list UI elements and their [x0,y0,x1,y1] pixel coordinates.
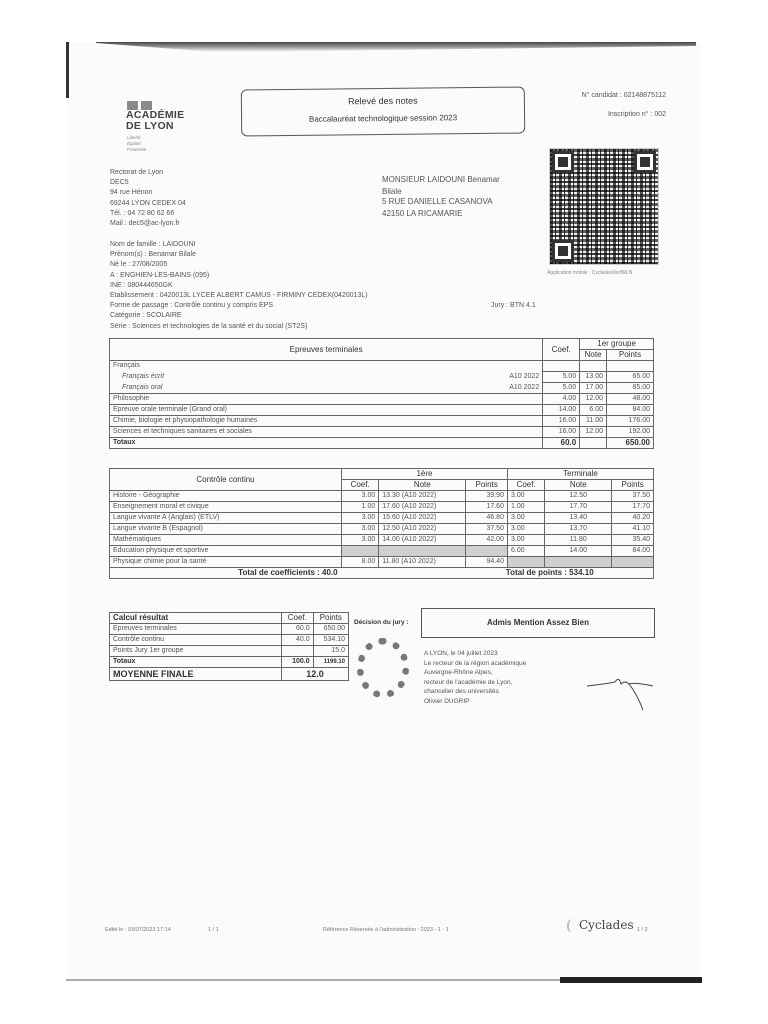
premiere-note: 15.60 (A10 2022) [379,513,466,524]
edited-date: Edité le : 03/07/2023 17:14 [105,927,171,933]
sender-line: Rectorat de Lyon [110,169,164,176]
terminale-points [612,557,654,568]
col-header-points: Points [612,480,654,491]
controle-continu-table [109,468,654,579]
calcul-coef: 40.0 [282,635,314,646]
premiere-points: 37.50 [466,524,508,535]
candidate-line: INE : 080444650GK [110,281,173,289]
decision-value: Admis Mention Assez Bien [421,608,655,638]
session-cell: A10 2022 [375,383,543,394]
candidate-info [110,240,368,332]
inscription-number: Inscription n° : 002 [607,111,666,118]
subject-cell: Mathématiques [110,535,342,546]
terminale-note: 13.40 [545,513,612,524]
totals-points: 650.00 [607,438,654,449]
sender-line: Mail : dec5@ac-lyon.fr [110,220,180,228]
academie-logo-title [126,110,184,132]
terminale-note: 17.70 [545,502,612,513]
terminale-coef: 6.00 [507,546,544,557]
col-header-note: Note [379,480,466,491]
col-header-coef: Coef. [543,339,580,361]
premiere-points: 39.90 [466,491,508,502]
col-header-group: 1er groupe [580,339,654,350]
calcul-totals-points: 1199.10 [313,657,348,668]
premiere-coef: 8.00 [342,557,379,568]
table-row [110,416,654,427]
col-header-epreuves: Epreuves terminales [110,339,543,361]
terminale-points: 35.40 [612,535,654,546]
coef-cell: 4.00 [543,394,580,405]
premiere-coef [342,546,379,557]
signature-line: chancelier des universités [424,688,499,695]
note-cell: 11.00 [580,416,607,427]
table-row [110,405,654,416]
note-cell: 6.00 [580,405,607,416]
points-cell: 48.00 [607,394,654,405]
coef-cell: 5.00 [543,372,580,383]
note-cell: 12.00 [580,394,607,405]
points-cell: 84.00 [607,405,654,416]
table-row [110,361,654,372]
subject-cell: Enseignement moral et civique [110,502,342,513]
subject-cell: Langue vivante A (Anglais) (ETLV) [110,513,342,524]
terminale-coef: 3.00 [507,491,544,502]
table-row [110,635,349,646]
premiere-note [379,546,466,557]
recipient-line: 42150 LA RICAMARIE [382,209,463,218]
calcul-coef: 60.0 [282,624,314,635]
table-row [110,383,654,394]
note-cell: 17.00 [580,383,607,394]
candidate-line: Prénom(s) : Benamar Bilale [110,251,196,259]
final-row [110,668,349,681]
col-header-note: Note [580,350,607,361]
col-header-coef: Coef. [342,480,379,491]
calcul-totals-label: Totaux [110,657,282,668]
table-row [110,624,349,635]
logo-line: ACADÉMIE [126,109,185,121]
signature-icon [585,672,655,712]
coef-cell [543,361,580,372]
coef-cell: 16.00 [543,416,580,427]
col-header-terminale: Terminale [507,469,653,480]
empty-cell [580,438,607,449]
candidate-line: Catégorie : SCOLAIRE [110,312,182,320]
subject-cell: Philosophie [110,394,543,405]
document-title: Relevé des notes [348,95,418,107]
totals-coef: 60.0 [543,438,580,449]
page-indicator-left: 1 / 1 [208,927,219,933]
logo-line: DE LYON [126,120,174,132]
signature-line: recteur de l'académie de Lyon, [424,678,513,686]
paper-edge [66,42,69,98]
candidate-line: Forme de passage : Contrôle continu y compris EPS [110,302,274,310]
candidate-line: Série : Sciences et technologies de la santé et du social (ST2S) [110,322,308,330]
motto-line: Fraternité [127,147,147,152]
qr-code-icon [549,148,659,265]
candidate-number: N° candidat : 02148875112 [581,92,666,99]
terminale-points: 17.70 [612,502,654,513]
table-row [110,513,654,524]
subject-cell: Sciences et techniques sanitaires et sociales [110,427,543,438]
calcul-coef [282,646,314,657]
signature-line: Auvergne-Rhône Alpes, [424,669,493,676]
decision-label: Décision du jury : [354,619,409,626]
terminale-coef: 3.00 [507,535,544,546]
premiere-points: 17.60 [466,502,508,513]
jury-code: Jury : BTN 4.1 [491,302,536,309]
signature-line: Olivier DUGRIP [424,697,470,705]
calcul-points: 650.00 [313,624,348,635]
table-row [110,502,654,513]
logo-motto [127,135,146,153]
premiere-coef: 1.00 [342,502,379,513]
motto-line: Liberté [127,135,141,140]
terminale-note: 14.00 [545,546,612,557]
subject-cell: Education physique et sportive [110,546,342,557]
page-indicator-right: 1 / 2 [637,927,648,933]
terminale-points: 40.20 [612,513,654,524]
terminale-coef: 3.00 [507,524,544,535]
premiere-coef: 3.00 [342,524,379,535]
table-row [110,491,654,502]
coef-cell: 5.00 [543,383,580,394]
terminale-points: 41.10 [612,524,654,535]
recipient-line: Bilale [382,186,402,196]
signature-line: A LYON, le 04 juillet 2023 [424,650,498,657]
col-header-points: Points [607,350,654,361]
total-coefficients: Total de coefficients : 40.0 [110,568,466,579]
session-cell: A10 2022 [375,372,543,383]
table-row [110,557,654,568]
subject-cell: Histoire - Géographie [110,491,342,502]
calcul-label: Contrôle continu [110,635,282,646]
points-cell: 85.00 [607,383,654,394]
cyclades-logo [567,918,634,933]
totals-row [110,438,654,449]
totals-row [110,568,654,579]
calcul-totals-coef: 100.0 [282,657,314,668]
premiere-note: 17.60 (A10 2022) [379,502,466,513]
recipient-line: MONSIEUR LAIDOUNI Benamar [382,175,500,184]
table-row [110,427,654,438]
total-points: Total de points : 534.10 [466,568,654,579]
premiere-note: 11.80 (A10 2022) [379,557,466,568]
coef-cell: 16.00 [543,427,580,438]
cyclades-arc-icon [567,919,577,933]
admin-reference: Référence Réservée à l'administration : 2023 - 1 - 1 [323,927,449,933]
terminale-note: 11.80 [545,535,612,546]
signature-line: Le recteur de la région académique [424,659,527,667]
subject-cell: Français [110,361,375,372]
premiere-note: 14.00 (A10 2022) [379,535,466,546]
premiere-note: 13.30 (A10 2022) [379,491,466,502]
points-cell: 65.00 [607,372,654,383]
note-cell: 13.00 [580,372,607,383]
col-header-note: Note [545,480,612,491]
recipient-line: 5 RUE DANIELLE CASANOVA [382,196,493,206]
terminale-coef: 3.00 [507,513,544,524]
sender-address [110,168,186,229]
candidate-line: Né le : 27/08/2005 [110,261,168,269]
premiere-note: 12.50 (A10 2022) [379,524,466,535]
sender-line: Tél. : 04 72 80 62 66 [110,209,175,217]
epreuves-terminales-table [109,338,654,449]
subject-cell: Langue vivante B (Espagnol) [110,524,342,535]
terminale-coef: 1.00 [507,502,544,513]
subject-cell: Français écrit [110,372,375,383]
note-cell: 12.00 [580,427,607,438]
moyenne-finale-label: MOYENNE FINALE [110,668,282,681]
premiere-coef: 3.00 [342,513,379,524]
sender-line: DEC5 [110,179,129,187]
table-row [110,535,654,546]
candidate-line: Nom de famille : LAIDOUNI [110,241,196,248]
sender-line: 94 rue Hénon [110,189,153,197]
note-cell [580,361,607,372]
premiere-points: 42.00 [466,535,508,546]
terminale-coef [507,557,544,568]
calcul-points: 534.10 [313,635,348,646]
col-header-points: Points [313,613,348,624]
col-header-calcul: Calcul résultat [110,613,282,624]
premiere-coef: 3.00 [342,535,379,546]
premiere-points [466,546,508,557]
terminale-note: 13.70 [545,524,612,535]
signature-block [424,649,526,706]
calcul-points: 15.0 [313,646,348,657]
candidate-line: A : ENGHIEN-LES-BAINS (095) [110,271,210,279]
subject-cell: Epreuve orale terminale (Grand oral) [110,405,543,416]
document-subtitle: Baccalauréat technologique session 2023 [308,113,458,124]
terminale-points: 84.00 [612,546,654,557]
sender-line: 69244 LYON CEDEX 04 [110,199,186,207]
col-header-coef: Coef. [282,613,314,624]
paper-edge [560,977,702,983]
qr-caption: Application mobile : CycladesVerifRLN [547,270,633,276]
col-header-points: Points [466,480,508,491]
table-row [110,524,654,535]
table-row [110,546,654,557]
calcul-label: Points Jury 1er groupe [110,646,282,657]
col-header-coef: Coef. [507,480,544,491]
terminale-note: 12.50 [545,491,612,502]
subject-cell: Physique chimie pour la santé [110,557,342,568]
subject-cell: Chimie, biologie et physiopathologie humaines [110,416,543,427]
totals-row [110,657,349,668]
points-cell: 192.00 [607,427,654,438]
totals-label: Totaux [110,438,543,449]
calcul-resultat-table [109,612,349,681]
premiere-points: 46.80 [466,513,508,524]
col-header-premiere: 1ère [342,469,508,480]
coef-cell: 14.00 [543,405,580,416]
calcul-label: Epreuves terminales [110,624,282,635]
paper-edge [66,979,560,981]
table-row [110,394,654,405]
moyenne-finale-value: 12.0 [282,668,349,681]
table-row [110,646,349,657]
terminale-note [545,557,612,568]
points-cell [607,361,654,372]
recipient-address [382,174,500,221]
premiere-coef: 3.00 [342,491,379,502]
points-cell: 176.00 [607,416,654,427]
table-row [110,372,654,383]
premiere-points: 94.40 [466,557,508,568]
motto-line: Égalité [127,141,141,146]
subject-cell: Français oral [110,383,375,394]
laurel-wreath-icon [357,638,409,698]
col-header-controle-continu: Contrôle continu [110,469,342,491]
terminale-points: 37.50 [612,491,654,502]
cyclades-brand: Cyclades [579,918,634,932]
session-cell [375,361,543,372]
candidate-line: Etablissement : 0420013L LYCEE ALBERT CAMUS - FIRMINY CEDEX(0420013L) [110,292,368,300]
document-title-box [241,87,525,137]
